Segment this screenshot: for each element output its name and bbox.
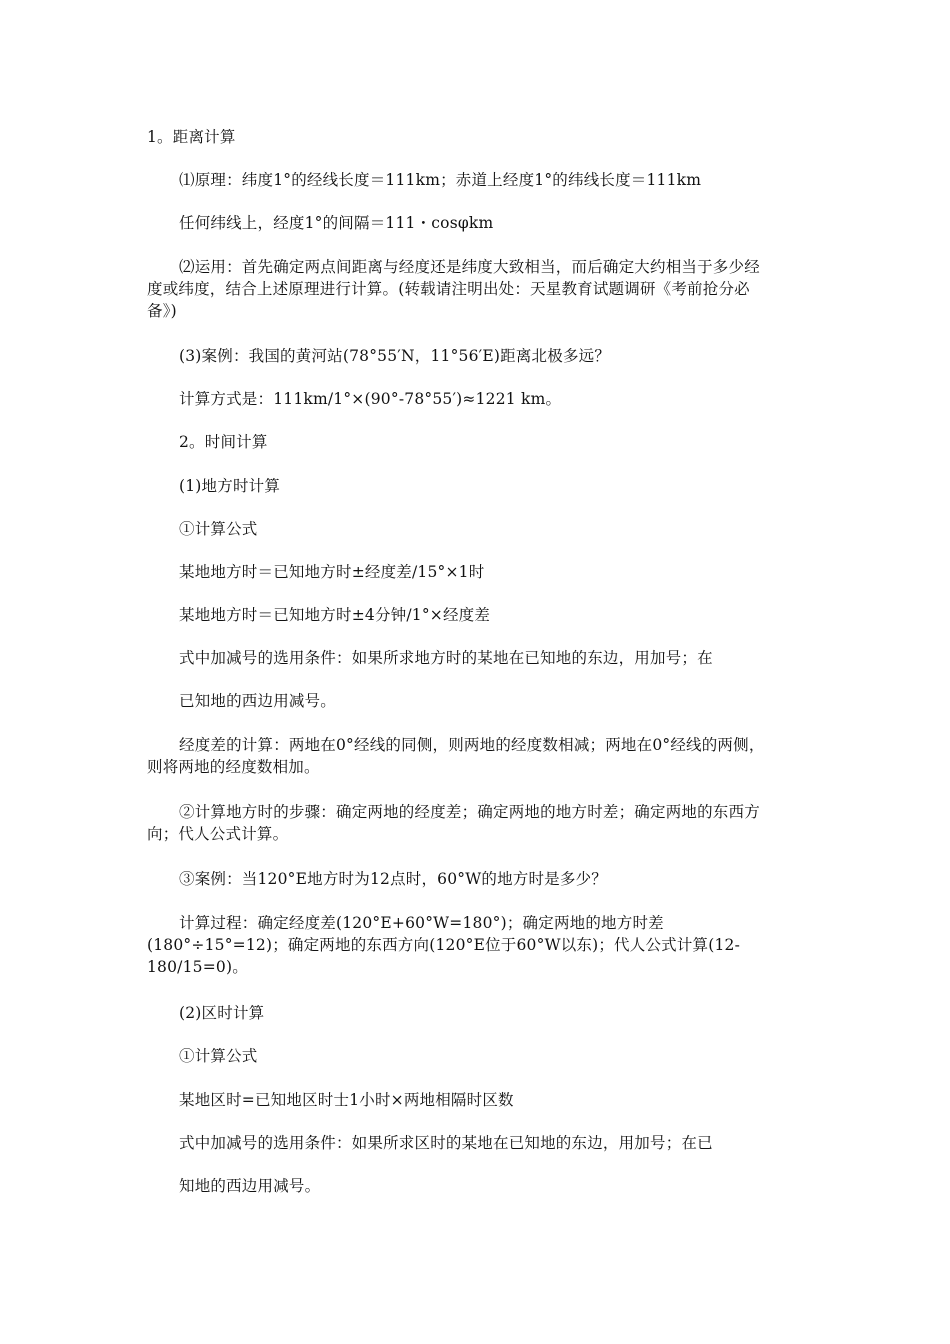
heading-formula bbox=[147, 518, 807, 540]
text-line: ⑴原理：纬度1°的经线长度＝111km；赤道上经度1°的纬线长度＝111km bbox=[179, 171, 702, 189]
paragraph-calc-method bbox=[147, 388, 807, 410]
paragraph-zone-sign-condition bbox=[147, 1132, 807, 1154]
text-line: (180°÷15°=12)；确定两地的东西方向(120°E位于60°W以东)；代人公式计算(12- bbox=[147, 936, 741, 954]
text-line: 任何纬线上，经度1°的间隔＝111・cosφkm bbox=[179, 214, 494, 232]
text-line: 度或纬度，结合上述原理进行计算。(转载请注明出处：天星教育试题调研《考前抢分必 bbox=[147, 280, 750, 298]
heading-distance-calc bbox=[147, 126, 807, 148]
paragraph-case-yellow-river bbox=[147, 345, 807, 367]
text-line: ⑵运用：首先确定两点间距离与经度还是纬度大致相当，而后确定大约相当于多少经 bbox=[179, 258, 760, 276]
heading-time-calc bbox=[147, 431, 807, 453]
text-line: (1)地方时计算 bbox=[179, 477, 281, 495]
text-line: 备》) bbox=[147, 302, 177, 320]
paragraph-calc-process bbox=[147, 912, 807, 978]
paragraph-sign-condition bbox=[147, 647, 807, 669]
text-line: 式中加减号的选用条件：如果所求区时的某地在已知地的东边，用加号；在已 bbox=[179, 1134, 713, 1152]
text-line: 某地地方时＝已知地方时±经度差/15°×1时 bbox=[179, 563, 485, 581]
text-line: 1。距离计算 bbox=[147, 128, 236, 146]
formula-local-time-1 bbox=[147, 561, 807, 583]
heading-local-time bbox=[147, 475, 807, 497]
text-line: ①计算公式 bbox=[179, 520, 258, 538]
text-line: ③案例：当120°E地方时为12点时，60°W的地方时是多少？ bbox=[179, 870, 607, 888]
heading-formula-2 bbox=[147, 1045, 807, 1067]
text-line: 2。时间计算 bbox=[179, 433, 268, 451]
text-line: 计算方式是：111km/1°×(90°-78°55′)≈1221 km。 bbox=[179, 390, 562, 408]
text-line: 计算过程：确定经度差(120°E+60°W=180°)；确定两地的地方时差 bbox=[179, 914, 664, 932]
formula-local-time-2 bbox=[147, 604, 807, 626]
text-line: (2)区时计算 bbox=[179, 1004, 265, 1022]
paragraph-case-local-time bbox=[147, 868, 807, 890]
text-line: 某地地方时＝已知地方时±4分钟/1°×经度差 bbox=[179, 606, 491, 624]
text-line: ②计算地方时的步骤：确定两地的经度差；确定两地的地方时差；确定两地的东西方 bbox=[179, 803, 760, 821]
text-line: 知地的西边用减号。 bbox=[179, 1177, 321, 1195]
text-line: 向；代人公式计算。 bbox=[147, 825, 289, 843]
text-line: ①计算公式 bbox=[179, 1047, 258, 1065]
paragraph-sign-condition-cont bbox=[147, 690, 807, 712]
paragraph-application bbox=[147, 256, 807, 322]
text-line: 则将两地的经度数相加。 bbox=[147, 758, 320, 776]
paragraph-longitude-diff bbox=[147, 734, 807, 778]
text-line: 180/15=0)。 bbox=[147, 958, 248, 976]
paragraph-zone-sign-condition-cont bbox=[147, 1175, 807, 1197]
text-line: 某地区时=已知地区时士1小时×两地相隔时区数 bbox=[179, 1091, 514, 1109]
text-line: 已知地的西边用减号。 bbox=[179, 692, 337, 710]
paragraph-steps bbox=[147, 801, 807, 845]
heading-zone-time bbox=[147, 1002, 807, 1024]
paragraph-principle bbox=[147, 169, 807, 191]
formula-zone-time bbox=[147, 1089, 807, 1111]
paragraph-any-latitude bbox=[147, 212, 807, 234]
text-line: (3)案例：我国的黄河站(78°55′N，11°56′E)距离北极多远？ bbox=[179, 347, 611, 365]
text-line: 式中加减号的选用条件：如果所求地方时的某地在已知地的东边，用加号；在 bbox=[179, 649, 713, 667]
text-line: 经度差的计算：两地在0°经线的同侧，则两地的经度数相减；两地在0°经线的两侧， bbox=[179, 736, 765, 754]
